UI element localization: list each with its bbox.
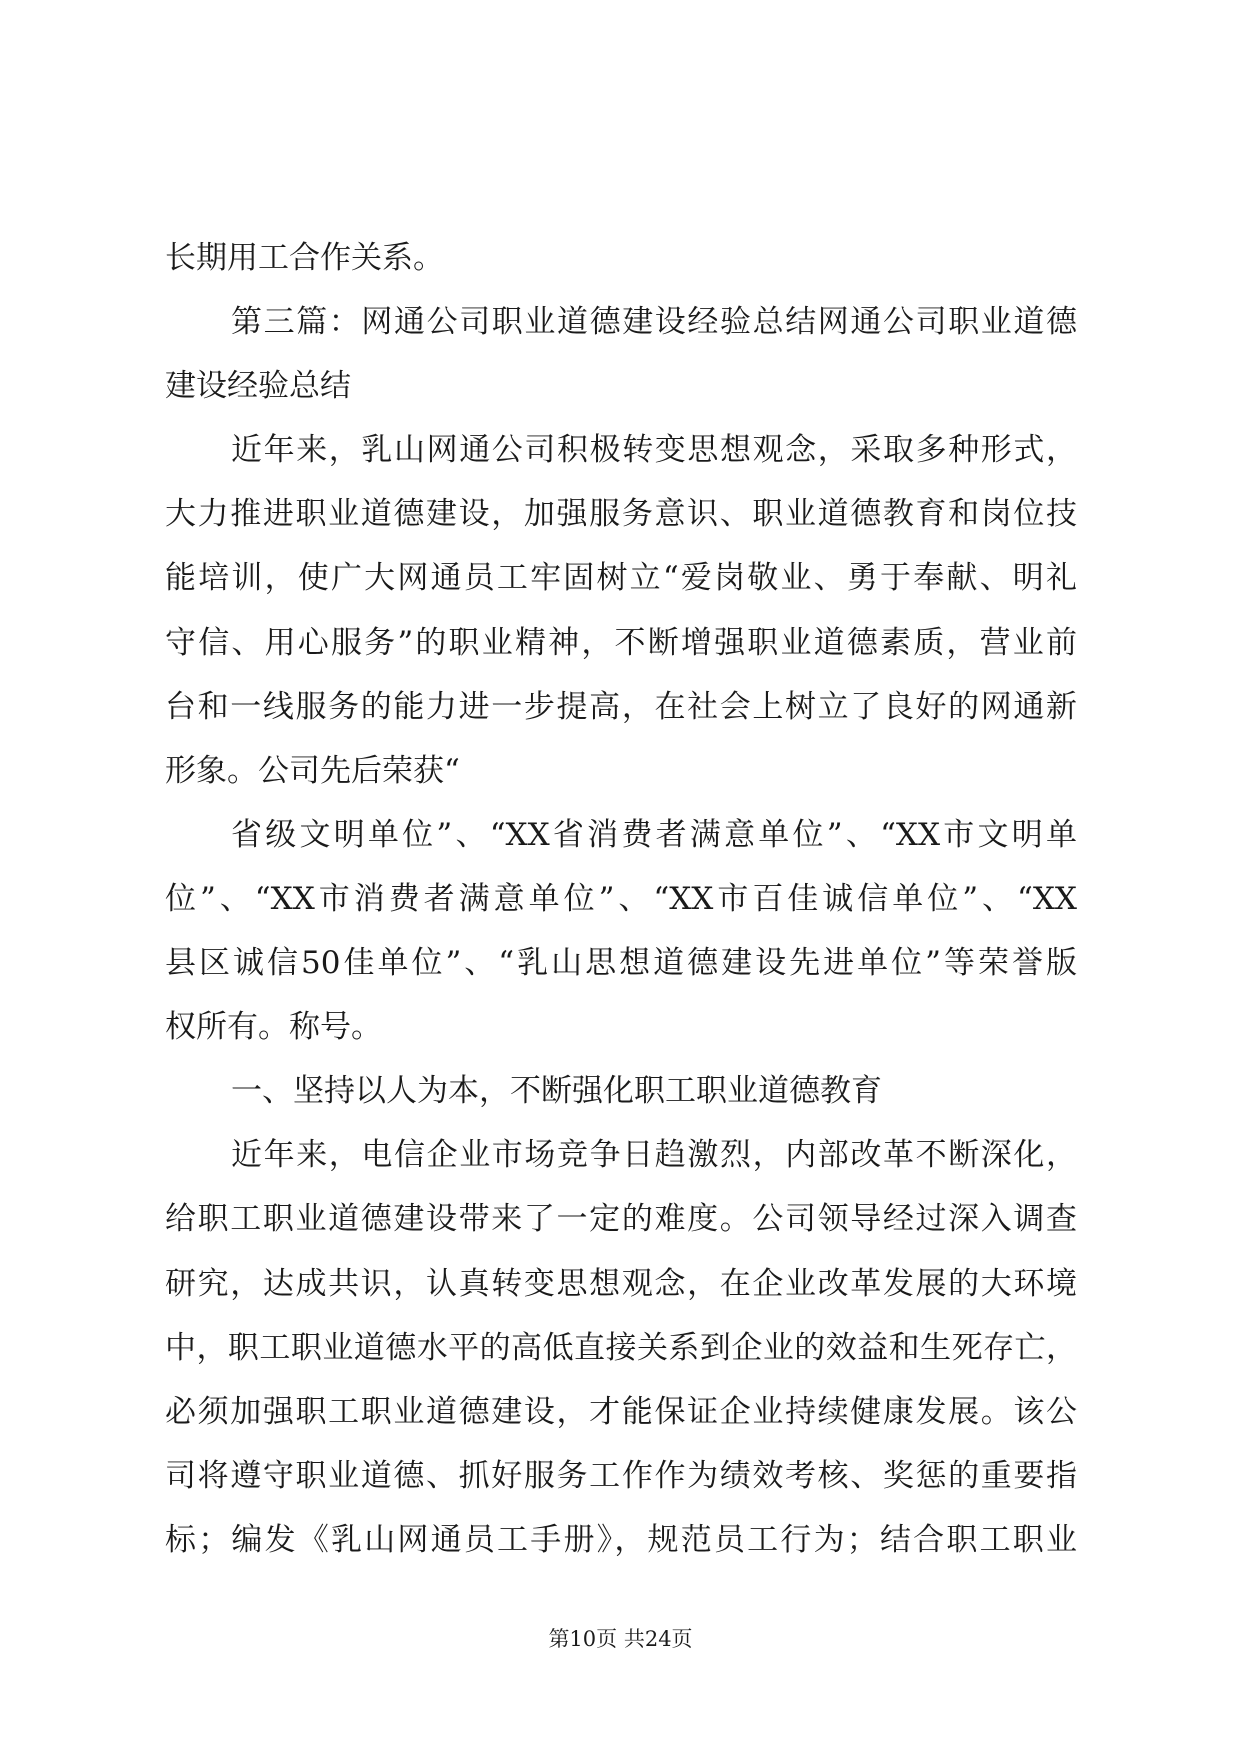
page-footer: 第10页 共24页: [548, 1627, 693, 1651]
paragraph-line: 位”、“XX市消费者满意单位”、“XX市百佳诚信单位”、“XX: [165, 880, 1077, 917]
paragraph-line: 形象。公司先后荣获“: [165, 752, 460, 789]
paragraph-line: 近年来，电信企业市场竞争日趋激烈，内部改革不断深化，: [231, 1137, 1077, 1174]
paragraph-line: 能培训，使广大网通员工牢固树立“爱岗敬业、勇于奉献、明礼: [165, 560, 1077, 597]
paragraph-line: 长期用工合作关系。: [165, 240, 444, 276]
paragraph-line: 给职工职业道德建设带来了一定的难度。公司领导经过深入调查: [165, 1201, 1077, 1238]
paragraph-line: 权所有。称号。: [165, 1009, 382, 1046]
subsection-heading-line: 一、坚持以人为本，不断强化职工职业道德教育: [231, 1073, 882, 1110]
section-heading-line: 第三篇：网通公司职业道德建设经验总结网通公司职业道德: [231, 304, 1077, 341]
paragraph-line: 研究，达成共识，认真转变思想观念，在企业改革发展的大环境: [165, 1265, 1077, 1302]
section-heading-line: 建设经验总结: [165, 368, 351, 405]
paragraph-line: 守信、用心服务”的职业精神，不断增强职业道德素质，营业前: [165, 624, 1077, 661]
paragraph-line: 近年来，乳山网通公司积极转变思想观念，采取多种形式，: [231, 432, 1077, 469]
paragraph-line: 中，职工职业道德水平的高低直接关系到企业的效益和生死存亡，: [165, 1329, 1077, 1366]
document-body: [165, 226, 1077, 1572]
paragraph-line: 司将遵守职业道德、抓好服务工作作为绩效考核、奖惩的重要指: [165, 1457, 1077, 1494]
paragraph-line: 必须加强职工职业道德建设，才能保证企业持续健康发展。该公: [165, 1393, 1077, 1430]
paragraph-line: 标；编发《乳山网通员工手册》，规范员工行为；结合职工职业: [165, 1521, 1077, 1558]
paragraph-line: 台和一线服务的能力进一步提高，在社会上树立了良好的网通新: [165, 688, 1077, 725]
paragraph-line: 大力推进职业道德建设，加强服务意识、职业道德教育和岗位技: [165, 496, 1077, 533]
paragraph-line: 省级文明单位”、“XX省消费者满意单位”、“XX市文明单: [231, 816, 1077, 853]
paragraph-line: 县区诚信50佳单位”、“乳山思想道德建设先进单位”等荣誉版: [165, 945, 1077, 982]
